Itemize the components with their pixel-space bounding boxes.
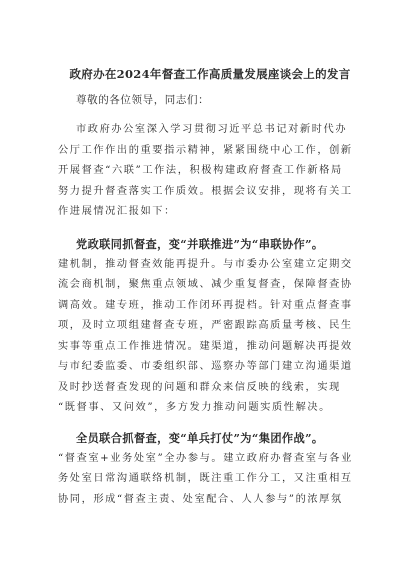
section-1-line: 与市纪委监委、市委组织部、巡察办等部门建立沟通渠道 [58,361,353,372]
section-1-line: 项，及时立项组建督查专班，严密跟踪高质量考核、民生 [58,320,353,331]
intro-line: 公厅工作作出的重要指示精神，紧紧围绕中心工作，创新 [58,144,353,156]
section-2-line: 务处室日常沟通联络机制，既注重工作分工，又注重相互 [58,473,353,484]
section-1-line: 及时抄送督查发现的问题和群众来信反映的线索，实现 [58,381,341,393]
section-2-line: “督查室+业务处室”全办参与。建立政府办督查室与各业 [58,452,353,464]
section-2-line: 协同，形成“督查主责、处室配合、人人参与”的浓厚氛 [58,493,343,505]
section-1-line: 实事等重点工作推进情况。建渠道，推动问题解决再提效 [58,340,353,352]
section-1-line: 建机制，推动督查效能再提升。与市委办公室建立定期交 [58,258,353,270]
intro-paragraph [58,120,362,223]
section-heading-2: 全员联合抓督查，变“单兵打仗”为“集团作战”。 [76,430,324,445]
section-heading-1: 党政联同抓督查，变“并联推进”为“串联协作”。 [76,236,324,251]
section-1-line: “既督事、又问效”，多方发力推动问题实质性解决。 [58,402,331,413]
section-1-paragraph [58,255,362,419]
section-1-line: 调高效。建专班，推动工作闭环再提档。针对重点督查事 [58,299,353,311]
document-title: 政府办在2024年督查工作高质量发展座谈会上的发言 [69,67,351,81]
intro-line: 作进展情况汇报如下： [58,206,176,217]
intro-line: 开展督查“六联”工作法，积极构建政府督查工作新格局 [58,165,343,176]
salutation: 尊敬的各位领导，同志们： [76,94,210,106]
intro-line: 市政府办公室深入学习贯彻习近平总书记对新时代办 [76,124,348,135]
intro-line: 努力提升督查落实工作质效。根据会议安排，现将有关工 [58,185,353,197]
section-1-line: 流会商机制，聚焦重点领域、减少重复督查，保障督查协 [58,279,353,290]
section-2-paragraph [58,449,362,511]
